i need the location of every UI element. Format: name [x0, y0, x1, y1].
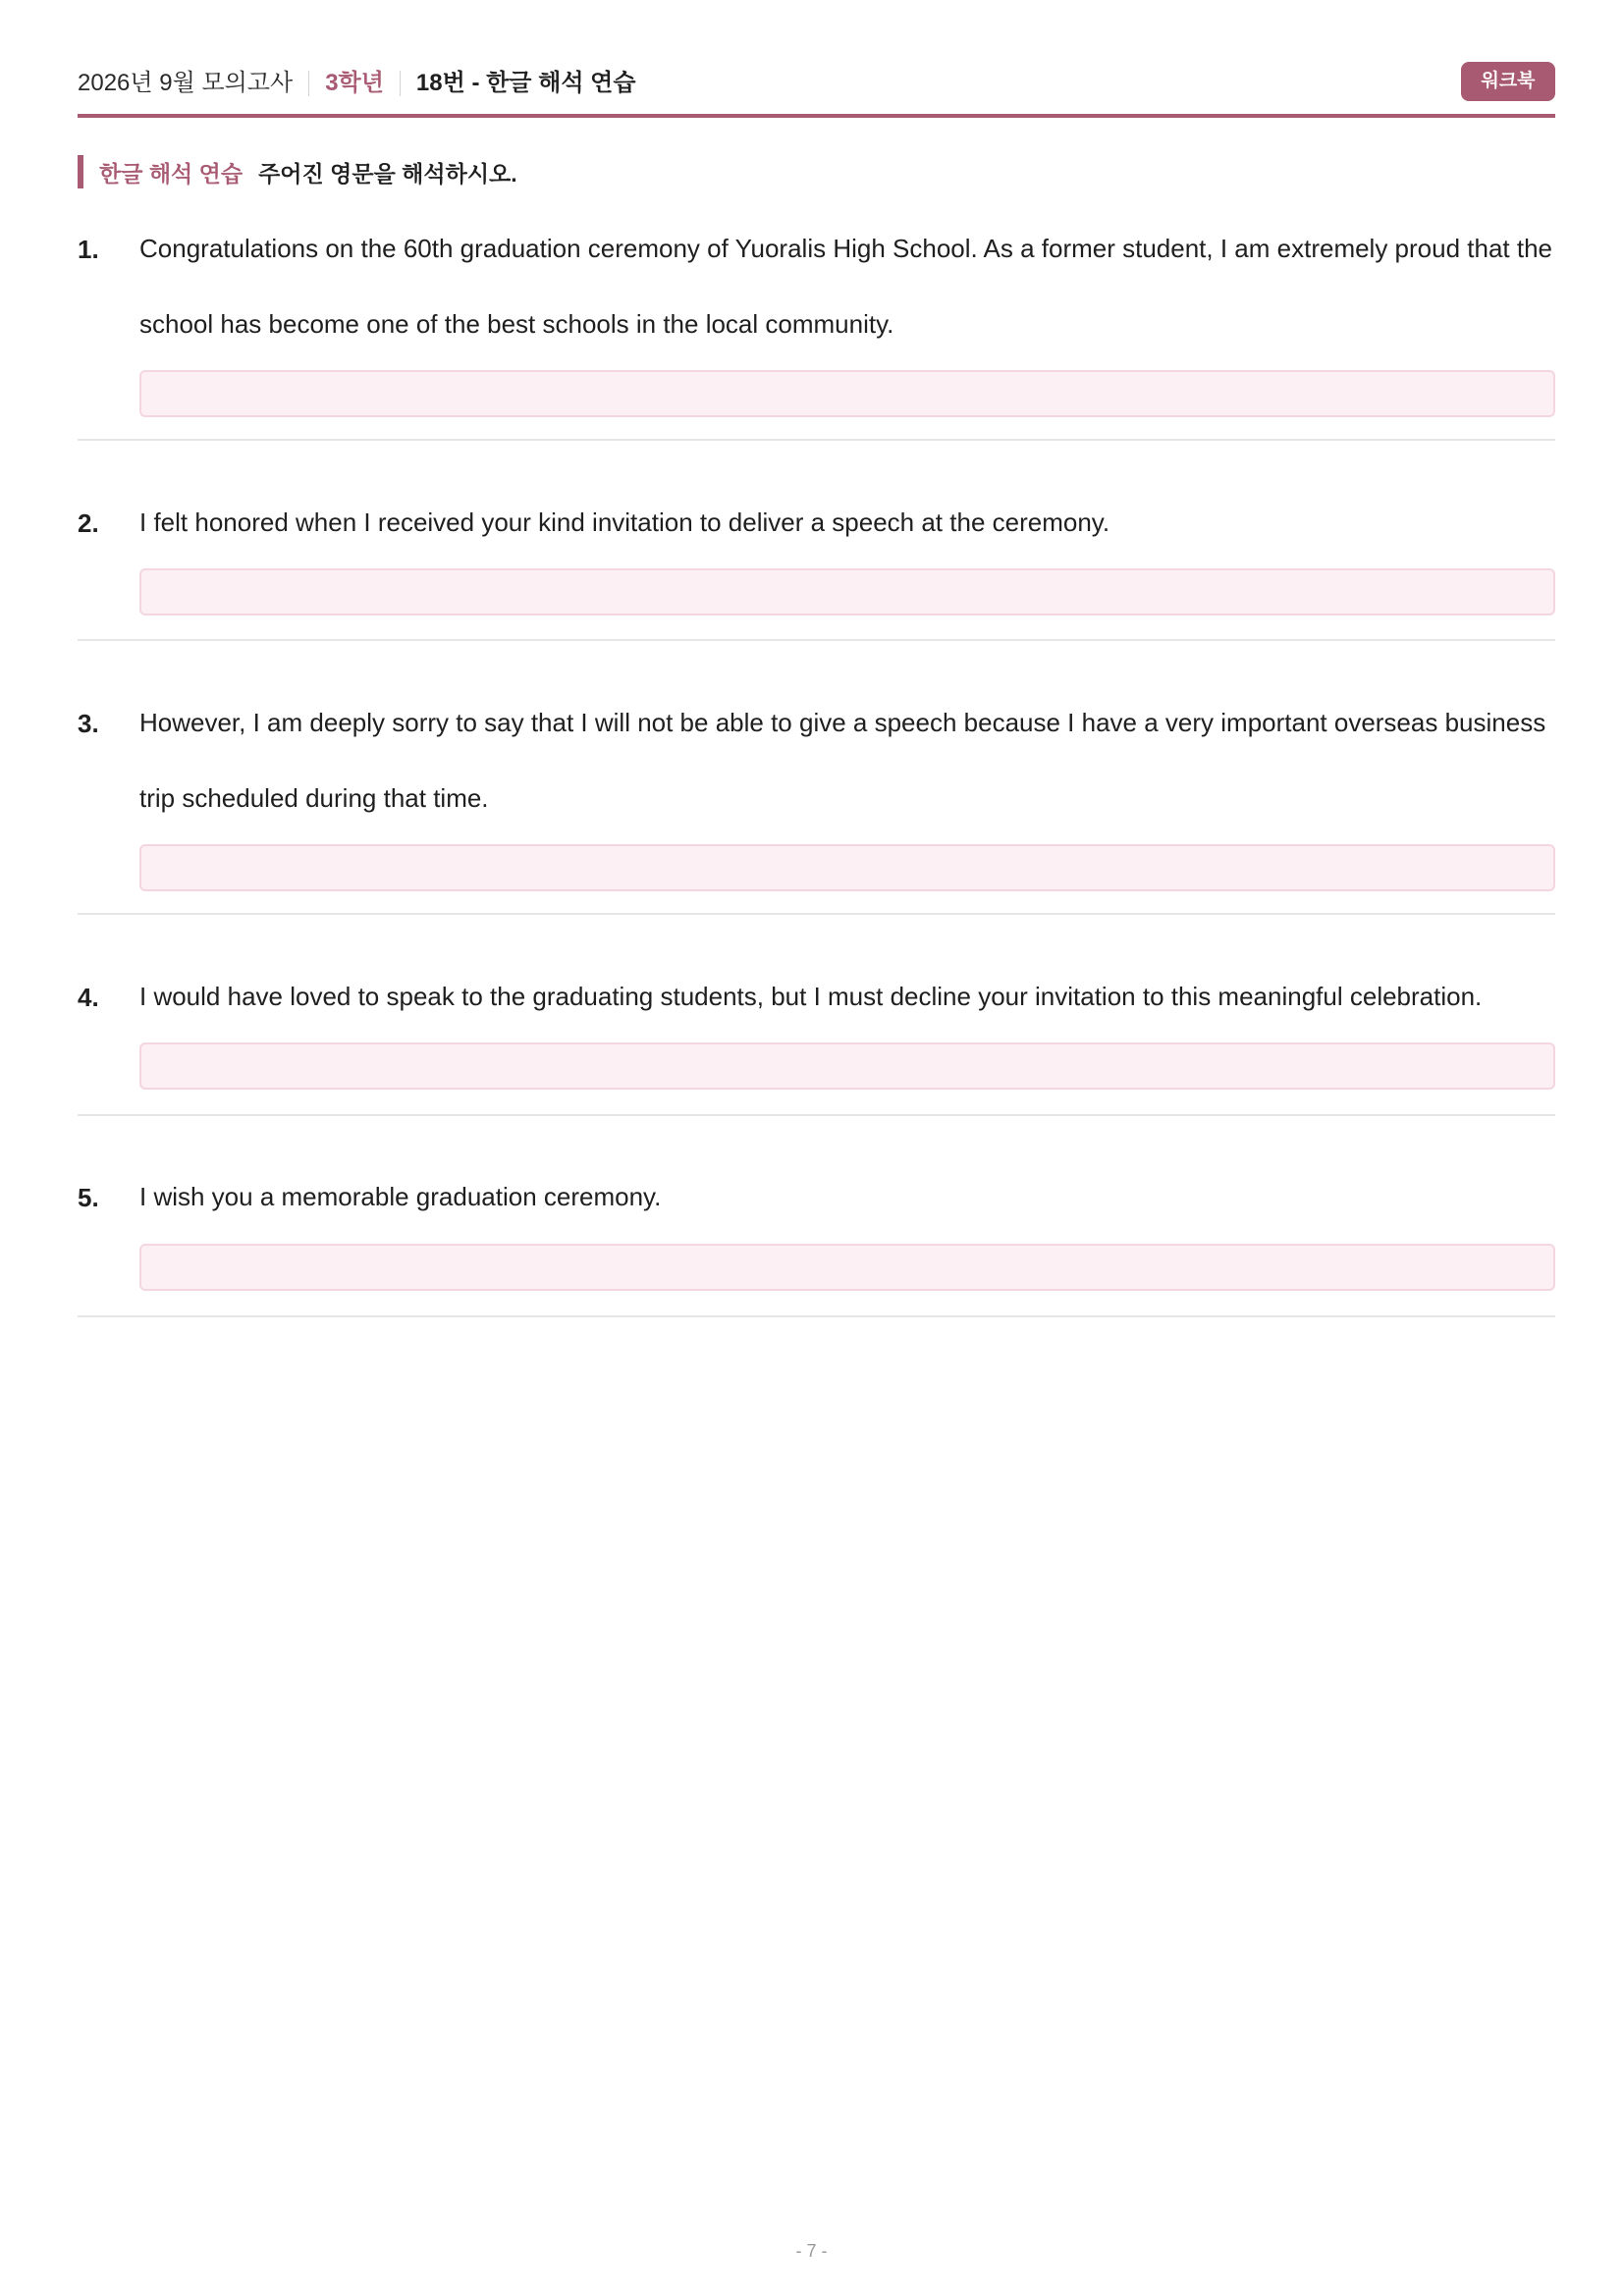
exam-name: 2026년 9월 모의고사: [78, 70, 294, 96]
question-number: 1.: [78, 235, 99, 264]
worksheet-page: [78, 0, 1555, 2296]
header-breadcrumb: [78, 69, 636, 98]
page-number: - 7 -: [795, 2241, 828, 2261]
section-title: [78, 155, 517, 188]
section-instruction: 주어진 영문을 해석하시오.: [258, 160, 517, 187]
grade-label: 3학년: [325, 70, 384, 96]
answer-field[interactable]: [139, 1244, 1555, 1291]
section-label: 한글 해석 연습: [99, 160, 243, 187]
question-item: [78, 974, 1555, 1116]
answer-field[interactable]: [139, 370, 1555, 417]
answer-field[interactable]: [139, 1042, 1555, 1090]
question-item: [78, 700, 1555, 915]
answer-field[interactable]: [139, 568, 1555, 615]
question-text: However, I am deeply sorry to say that I will not be able to give a speech because I have a very important overseas business trip scheduled during that time.: [139, 708, 1546, 813]
question-number: 3.: [78, 709, 99, 738]
workbook-badge: 워크북: [1461, 62, 1555, 101]
question-text: I wish you a memorable graduation ceremony.: [139, 1182, 662, 1211]
question-number: 5.: [78, 1183, 99, 1212]
question-text: I would have loved to speak to the graduating students, but I must decline your invitation to this meaningful celebration.: [139, 982, 1483, 1011]
header-divider: [400, 71, 401, 96]
page-header: [78, 59, 1555, 118]
question-item: [78, 226, 1555, 441]
header-divider: [308, 71, 309, 96]
question-item: [78, 500, 1555, 641]
answer-field[interactable]: [139, 844, 1555, 891]
topic-title: 18번 - 한글 해석 연습: [415, 70, 636, 96]
question-number: 2.: [78, 508, 99, 538]
question-item: [78, 1174, 1555, 1317]
question-text: Congratulations on the 60th graduation ceremony of Yuoralis High School. As a former student, I am extremely proud that the school has become one of the best schools in the local community.: [139, 234, 1553, 339]
question-text: I felt honored when I received your kind invitation to deliver a speech at the ceremony.: [139, 507, 1110, 537]
question-number: 4.: [78, 983, 99, 1012]
